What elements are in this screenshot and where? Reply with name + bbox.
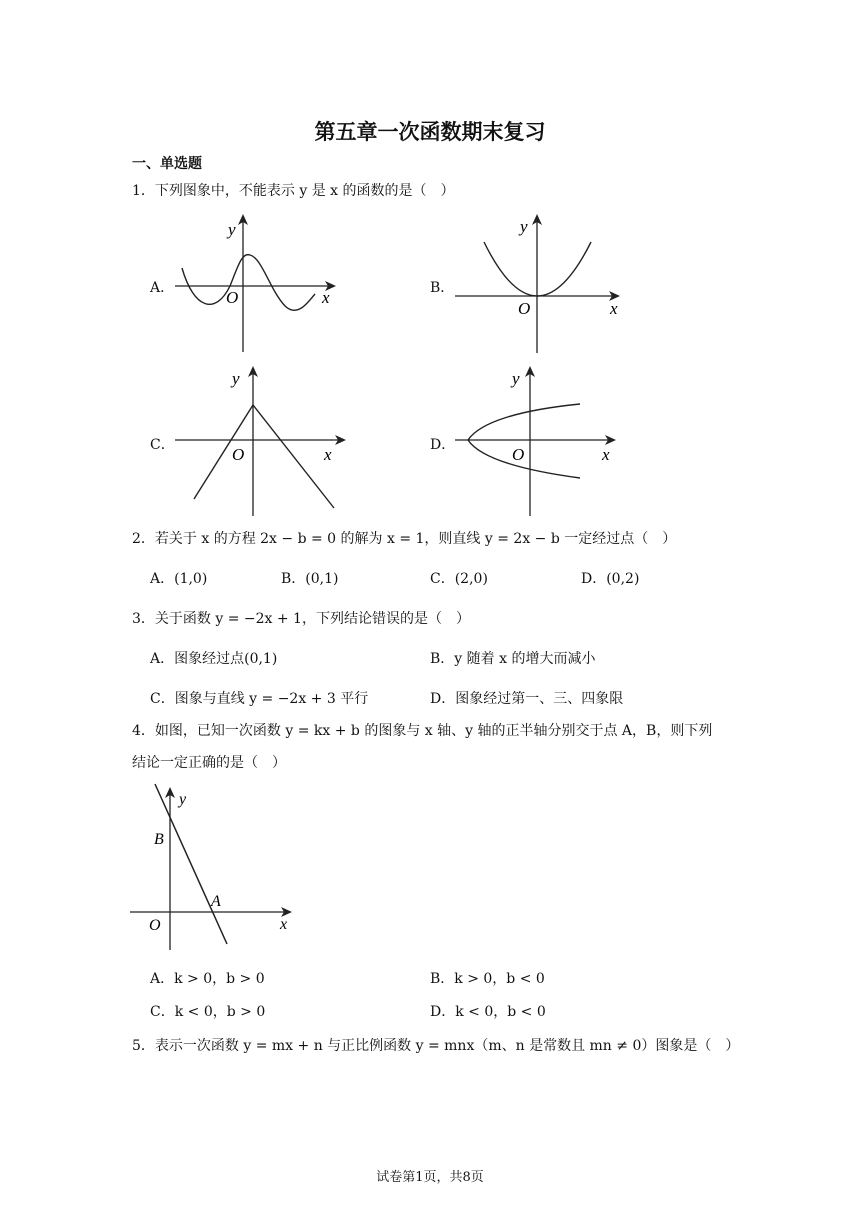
question-2-text: 2．若关于 x 的方程 2x − b = 0 的解为 x = 1，则直线 y = 2x − b 一定经过点（ ） bbox=[132, 531, 677, 547]
q1b-origin-label: O bbox=[518, 299, 531, 318]
q4-figure bbox=[125, 780, 305, 955]
q1a-y-label: y bbox=[228, 220, 236, 239]
q1-option-b-label: B． bbox=[430, 280, 455, 296]
q4-option-b: B．k > 0，b < 0 bbox=[430, 971, 545, 987]
q2-option-d: D．(0,2) bbox=[581, 571, 640, 587]
q3-option-d: D．图象经过第一、三、四象限 bbox=[430, 691, 624, 707]
q3-option-b: B．y 随着 x 的增大而减小 bbox=[430, 651, 596, 667]
q2-option-b: B．(0,1) bbox=[281, 571, 339, 587]
q2-option-a: A．(1,0) bbox=[150, 571, 208, 587]
q1-graph-b bbox=[450, 210, 630, 355]
q1b-y-label: y bbox=[520, 217, 528, 236]
q1-graph-c bbox=[170, 362, 350, 517]
question-1-text: 1．下列图象中，不能表示 y 是 x 的函数的是（ ） bbox=[132, 183, 455, 199]
q1d-y-label: y bbox=[512, 369, 520, 388]
q4-y-label: y bbox=[179, 791, 187, 808]
question-5-text: 5．表示一次函数 y = mx + n 与正比例函数 y = mnx（m、n 是常数且 mn ≠ 0）图象是（ ） bbox=[132, 1038, 740, 1054]
q1-option-a-label: A． bbox=[150, 280, 175, 296]
q1d-x-label: x bbox=[602, 445, 610, 464]
q1-graph-d bbox=[450, 362, 630, 517]
page-footer: 试卷第1页，共8页 bbox=[376, 1170, 484, 1185]
q1c-origin-label: O bbox=[232, 445, 245, 464]
q1c-y-label: y bbox=[232, 369, 240, 388]
question-3-text: 3．关于函数 y = −2x + 1，下列结论错误的是（ ） bbox=[132, 611, 470, 627]
q1c-x-label: x bbox=[324, 445, 332, 464]
section-heading: 一、单选题 bbox=[132, 156, 202, 172]
q1d-origin-label: O bbox=[512, 445, 525, 464]
q4-option-d: D．k < 0，b < 0 bbox=[430, 1004, 546, 1020]
q4-point-b-label: B bbox=[154, 831, 164, 848]
q1a-x-label: x bbox=[322, 288, 330, 307]
question-4-text-line1: 4．如图，已知一次函数 y = kx + b 的图象与 x 轴、y 轴的正半轴分别交于点 A，B，则下列 bbox=[132, 723, 713, 739]
q3-option-a: A．图象经过点(0,1) bbox=[150, 651, 278, 667]
q1-graph-a bbox=[170, 210, 350, 355]
q1-option-d-label: D． bbox=[430, 437, 456, 453]
q1-option-c-label: C． bbox=[150, 437, 175, 453]
q1b-x-label: x bbox=[610, 299, 618, 318]
q4-option-a: A．k > 0，b > 0 bbox=[150, 971, 265, 987]
q4-point-a-label: A bbox=[211, 893, 221, 910]
q1a-origin-label: O bbox=[226, 288, 239, 307]
question-4-text-line2: 结论一定正确的是（ ） bbox=[132, 755, 286, 771]
q4-option-c: C．k < 0，b > 0 bbox=[150, 1004, 266, 1020]
q3-option-c: C．图象与直线 y = −2x + 3 平行 bbox=[150, 691, 369, 707]
q4-x-label: x bbox=[280, 916, 288, 933]
q4-origin-label: O bbox=[149, 917, 161, 934]
page-title: 第五章一次函数期末复习 bbox=[314, 119, 546, 144]
q2-option-c: C．(2,0) bbox=[430, 571, 488, 587]
